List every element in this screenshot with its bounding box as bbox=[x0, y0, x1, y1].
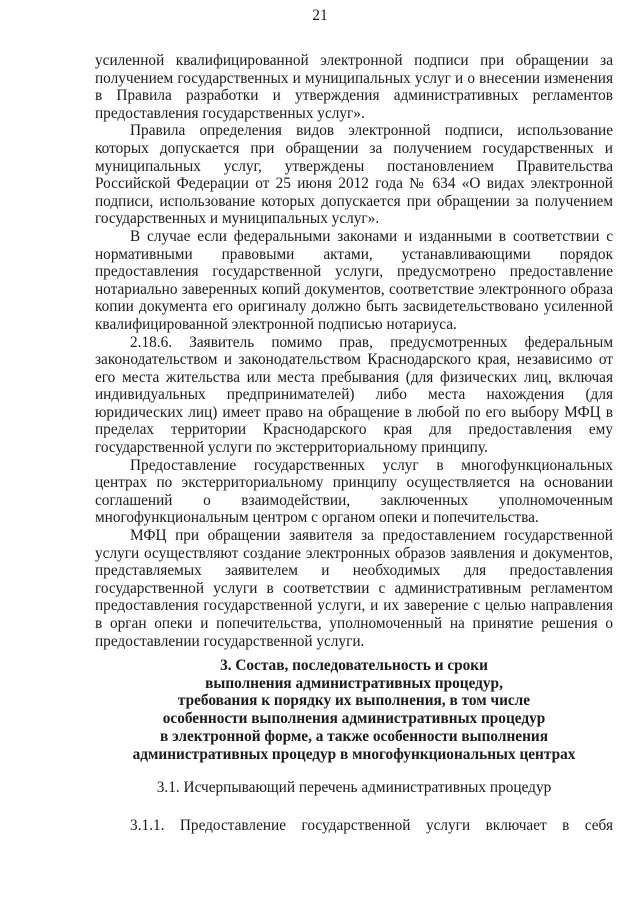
section-heading-line: выполнения административных процедур, bbox=[205, 674, 503, 692]
paragraph: МФЦ при обращении заявителя за предоставлением государственной услуги осуществляют создание электронных образов заявления и документов, представляемых заявителем и необходимых для предоставления государственной услуги в соответствии с административным регламентом предоставления государственной услуги, и их заверение с целью направления в орган опеки и попечительства, уполномоченный на принятие решения о предоставлении государственной услуги. bbox=[95, 527, 613, 650]
page-number: 21 bbox=[312, 7, 328, 24]
body-text bbox=[95, 52, 613, 650]
section-heading-line: административных процедур в многофункциональных центрах bbox=[132, 745, 576, 763]
subsection-title: 3.1. Исчерпывающий перечень административных процедур bbox=[156, 779, 552, 796]
paragraph-start: 3.1.1. Предоставление государственной услуги включает в себя bbox=[130, 817, 613, 834]
section-heading-line: особенности выполнения административных процедур bbox=[162, 710, 546, 728]
section-heading bbox=[95, 657, 613, 763]
paragraph: Предоставление государственных услуг в многофункциональных центрах по экстерриториальному принципу осуществляется на основании соглашений о взаимодействии, заключенных уполномоченным многофункциональным центром с органом опеки и попечительства. bbox=[95, 456, 613, 527]
paragraph: В случае если федеральными законами и изданными в соответствии с нормативными правовыми актами, устанавливающими порядок предоставления государственной услуги, предусмотрено предоставление нотариально заверенных копий документов, соответствие электронного образа копии документа его оригиналу должно быть засвидетельствовано усиленной квалифицированной электронной подписью нотариуса. bbox=[95, 227, 613, 333]
section-heading-line: 3. Состав, последовательность и сроки bbox=[220, 657, 488, 674]
section-heading-line: в электронной форме, а также особенности выполнения bbox=[160, 727, 548, 745]
section-heading-line: требования к порядку их выполнения, в том числе bbox=[177, 692, 531, 710]
paragraph: усиленной квалифицированной электронной подписи при обращении за получением государственных и муниципальных услуг и о внесении изменения в Правила разработки и утверждения административных регламентов предоставления государственных услуг». bbox=[95, 52, 613, 122]
paragraph: 2.18.6. Заявитель помимо прав, предусмотренных федеральным законодательством и законодательством Краснодарского края, независимо от его места жительства или места пребывания (для физических лиц, включая индивидуальных предпринимателей) либо места нахождения (для юридических лиц) имеет право на обращение в любой по его выбору МФЦ в пределах территории Краснодарского края для предоставления ему государственной услуги по экстерриториальному принципу. bbox=[95, 333, 613, 457]
paragraph: Правила определения видов электронной подписи, использование которых допускается при обращении за получением государственных и муниципальных услуг, утверждены постановлением Правительства Российской Федерации от 25 июня 2012 года № 634 «О видах электронной подписи, использование которых допускается при обращении за получением государственных и муниципальных услуг». bbox=[95, 122, 613, 228]
